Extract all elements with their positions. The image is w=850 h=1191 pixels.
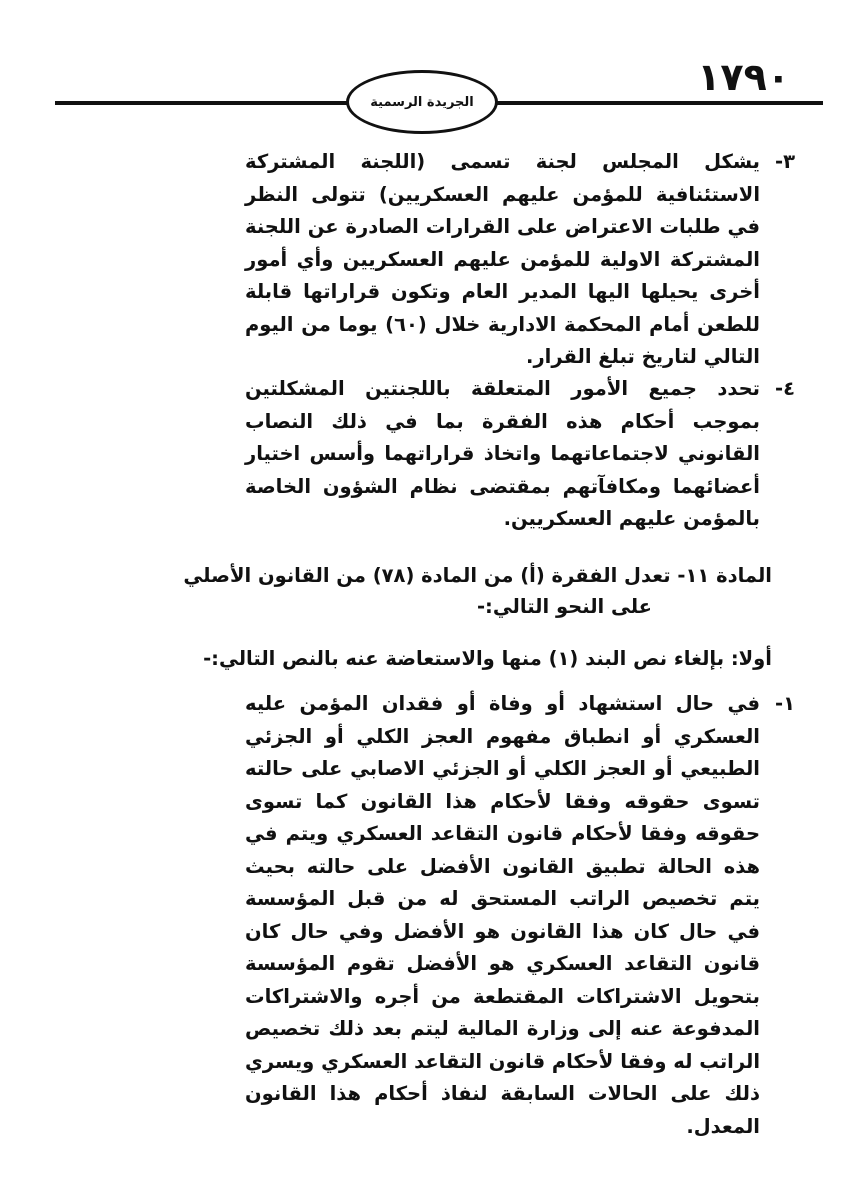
item-text: يشكل المجلس لجنة تسمى (اللجنة المشتركة الاستئنافية للمؤمن عليهم العسكريين) تتولى النظر في طلبات الاعتراض على القرارات الصادرة عن اللجنة المشتركة الاولية للمؤمن عليهم العسكريين وأي أمور أخرى يحيلها اليها المدير العام وتكون قراراتها قابلة للطعن أمام المحكمة الادارية خلال (٦٠) يوما من اليوم التالي لتاريخ تبلغ القرار. (245, 150, 760, 368)
article-11 (72, 560, 772, 593)
item-number: ١- (775, 692, 795, 715)
item-number: ٤- (775, 377, 795, 400)
first-clause: أولا: بإلغاء نص البند (١) منها والاستعاضة عنه بالنص التالي:- (203, 647, 772, 670)
article-text: تعدل الفقرة (أ) من المادة (٧٨) من القانون الأصلي (183, 564, 671, 587)
item-text: تحدد جميع الأمور المتعلقة باللجنتين المشكلتين بموجب أحكام هذه الفقرة بما في ذلك النصاب القانوني لاجتماعاتهما واتخاذ قراراتهما وأسس اختيار أعضائهما ومكافآتهم بمقتضى نظام الشؤون الخاصة بالمؤمن عليهم العسكريين. (245, 377, 760, 530)
item-text: في حال استشهاد أو وفاة أو فقدان المؤمن عليه العسكري أو انطباق مفهوم العجز الكلي أو الجزئي الطبيعي أو العجز الكلي أو الجزئي الاصابي على حالته تسوى حقوقه وفقا لأحكام هذا القانون كما تسوى حقوقه وفقا لأحكام قانون التقاعد العسكري ويتم في هذه الحالة تطبيق القانون الأفضل على حالته بحيث يتم تخصيص الراتب المستحق له من قبل المؤسسة في حال كان هذا القانون هو الأفضل وفي حال كان قانون التقاعد العسكري هو الأفضل تقوم المؤسسة بتحويل الاشتراكات المقتطعة من أجره والاشتراكات المدفوعة عنه إلى وزارة المالية ليتم بعد ذلك تخصيص الراتب له وفقا لأحكام قانون التقاعد العسكري ويسري ذلك على الحالات السابقة لنفاذ أحكام هذا القانون المعدل. (245, 692, 760, 1138)
paragraph-item-1 (245, 688, 795, 1143)
gazette-title: الجريدة الرسمية (370, 94, 474, 110)
article-heading: المادة ١١- (677, 564, 772, 587)
item-number: ٣- (775, 150, 795, 173)
paragraph-item-4 (245, 373, 795, 536)
page-number: ١٧٩٠ (697, 55, 790, 99)
article-continuation: على النحو التالي:- (476, 595, 652, 618)
paragraph-item-3 (245, 146, 795, 374)
gazette-title-oval (346, 70, 498, 134)
